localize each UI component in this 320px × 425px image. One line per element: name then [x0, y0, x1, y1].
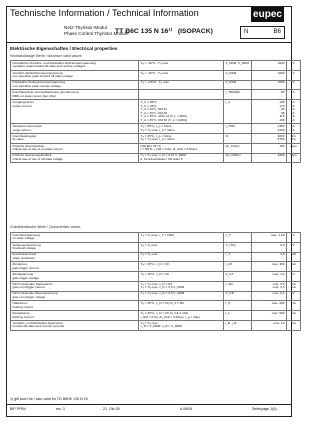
param-name-line: Durchlassspannung [12, 232, 40, 237]
param-cond-line: T_A = 45°C, KM 20 [140, 110, 168, 115]
param-unit-line: mA [291, 311, 296, 316]
param-unit-cell [287, 291, 301, 301]
param-sym-line: I_TSM [225, 124, 235, 129]
param-name-line: Kritische Stromsteilheit [12, 143, 44, 148]
param-cond-cell [139, 61, 224, 71]
param-cond-cell [139, 70, 224, 80]
param-unit-cell [287, 301, 301, 311]
header-subtitle-de: Netz-Thyristor-Modul [64, 25, 107, 30]
param-cond-line: Tᵥⱼ = Tᵥⱼ max, t_p = 10ms [140, 127, 175, 132]
param-name-line: on-state voltage [12, 236, 35, 241]
param-cond-line: Tᵥⱼ = Tᵥⱼ max, v_D = 0,67 V_DRM [140, 153, 186, 158]
param-name-line: Nicht zündende Steuerspannung [12, 291, 58, 296]
param-cond-cell [139, 80, 224, 90]
param-row [11, 272, 301, 282]
param-row [11, 321, 301, 331]
param-cond-cell [139, 242, 224, 252]
param-cond-cell [139, 262, 224, 272]
param-unit-cell [287, 242, 301, 252]
param-cond-cell [139, 272, 224, 282]
header-subtitle-en: Phase Control Thyristor Module [64, 31, 129, 36]
param-row [11, 252, 301, 262]
param-name-line: latching current [12, 314, 34, 319]
param-cond-cell [139, 301, 224, 311]
param-sym-line: I_GD [225, 281, 233, 286]
param-val-cell [252, 124, 287, 134]
param-unit-line: V [292, 80, 295, 85]
param-unit-line: A [292, 117, 295, 122]
param-sym-cell [224, 321, 252, 331]
param-val-cell [252, 291, 287, 301]
footer-divider [6, 404, 292, 405]
param-name-line: gate non-trigger current [12, 285, 45, 290]
param-name-line: Vorwärts- und Rückwärts-Sperrstrom [12, 320, 64, 325]
param-sym-line: V_DSM [225, 70, 237, 75]
param-val-cell [252, 262, 287, 272]
param-val-line: max. 150 [271, 262, 285, 267]
param-unit-line: mA [291, 301, 296, 306]
param-val-line: 1350 [277, 124, 285, 129]
param-unit-line: V [292, 291, 295, 296]
param-unit-line: mΩ [291, 252, 296, 257]
param-val-cell [252, 153, 287, 163]
param-unit-line: V [292, 232, 295, 237]
param-unit-line: A/µs [290, 143, 297, 148]
part-number [115, 27, 213, 35]
param-val-line: max. 0,2 [272, 291, 285, 296]
param-cond-line: T_C = 85°C [140, 99, 157, 104]
param-cond-cell [139, 100, 224, 124]
param-sym-cell [224, 80, 252, 90]
param-cond-line: Tᵥⱼ = Tᵥⱼ max [140, 320, 158, 325]
footer-doc: BIP PPB4 [10, 407, 26, 411]
footer-code: A 06/05 [180, 407, 193, 411]
param-val-line: max. 200 [271, 301, 285, 306]
type-code-box [240, 26, 285, 39]
param-sym-cell [224, 61, 252, 71]
param-row [11, 143, 301, 153]
param-name-line: forward off-state and reverse currents [12, 324, 65, 329]
param-unit-line: A²s [291, 133, 296, 138]
param-name-line: slope resistance [12, 255, 35, 260]
param-name-line: critical rate of rise of off-state voltage [12, 157, 63, 162]
param-unit-cell [287, 143, 301, 153]
param-name-cell [11, 252, 139, 262]
param-row [11, 134, 301, 144]
param-val-cell [252, 233, 287, 243]
param-val-line: 5760 [277, 137, 285, 142]
param-sym-cell [224, 291, 252, 301]
param-unit-cell [287, 281, 301, 291]
param-sym-line: I_d [225, 99, 230, 104]
param-sym-line: I_L [225, 311, 230, 316]
param-row [11, 242, 301, 252]
param-name-line: Rückwärts-Stoßspitzensperrspannung [12, 80, 65, 85]
param-sym-line: (dv_D/dt)cr [225, 153, 241, 158]
param-row [11, 233, 301, 243]
param-val-line: max. 1,60 [270, 232, 285, 237]
code-left: N [244, 29, 249, 35]
param-val-cell [252, 100, 287, 124]
param-name-cell [11, 143, 139, 153]
header-title: Technische Information / Technical Information [10, 8, 199, 18]
param-unit-line: mA [291, 262, 296, 267]
param-row [11, 291, 301, 301]
param-cond-line: Tᵥⱼ = 25°C, v_D = 6V, R_A = 5Ω [140, 301, 184, 306]
param-row [11, 281, 301, 291]
param-sym-line: V_DRM, V_RRM [225, 60, 249, 65]
param-row [11, 100, 301, 124]
section-title: Elektrische Eigenschaften / Electrical properties [10, 46, 118, 51]
param-name-line: Nicht zündender Steuerstrom [12, 281, 53, 286]
param-cond-line: T_A = 35°C, 4KM 14 (V_L = 60l/s) [140, 114, 188, 119]
param-unit-cell [287, 134, 301, 144]
param-unit-line: V/µs [290, 153, 297, 158]
param-unit-cell [287, 80, 301, 90]
param-row [11, 70, 301, 80]
part-name: TT B6C 135 N 16¹⁾ [115, 28, 173, 35]
param-val-line: max. 500 [271, 311, 285, 316]
param-sym-line: I²t [225, 133, 229, 138]
param-name-line: I²t-value [12, 137, 24, 142]
param-unit-line: V [292, 242, 295, 247]
param-sym-cell [224, 262, 252, 272]
param-val-cell [252, 321, 287, 331]
param-unit-line: A [292, 99, 295, 104]
param-val-cell [252, 80, 287, 90]
code-right: B6 [273, 29, 281, 35]
param-sym-cell [224, 242, 252, 252]
param-cond-line: i_GM = 0,6A, di_G/dt = 0,6A/µs, t_g = 10µs [140, 314, 200, 319]
param-unit-line: mA [291, 285, 296, 290]
param-unit-cell [287, 124, 301, 134]
param-cond-line: Tᵥⱼ = 25°C, t_p = 10ms [140, 133, 172, 138]
param-val-cell [252, 311, 287, 321]
param-unit-cell [287, 311, 301, 321]
param-name-line: Haltestrom [12, 301, 28, 306]
param-name-cell [11, 272, 139, 282]
param-cond-cell [139, 321, 224, 331]
param-name-line: RMS on-state current (per chip) [12, 93, 56, 98]
param-cond-line: Tᵥⱼ = -40°C...Tᵥⱼ max [140, 60, 169, 65]
section-subtitle-max: Höchstzulässige Werte / Maximum rated values [10, 54, 82, 58]
param-unit-line: A [292, 90, 295, 95]
param-cond-line: v_D = V_DRM, v_R = V_RRM [140, 324, 182, 329]
param-val-line: 135 [279, 99, 285, 104]
param-cond-cell [139, 143, 224, 153]
param-cond-line: Tᵥⱼ = Tᵥⱼ max, i_T = 150A [140, 232, 175, 237]
param-sym-cell [224, 311, 252, 321]
param-cond-line: Tᵥⱼ = 25°C, v_D = 6V [140, 262, 169, 267]
param-sym-line: V_GD [225, 291, 234, 296]
param-sym-cell [224, 124, 252, 134]
param-unit-line: A [292, 110, 295, 115]
param-cond-cell [139, 124, 224, 134]
param-val-cell [252, 70, 287, 80]
param-sym-line: I_TRMSM [225, 90, 240, 95]
param-name-cell [11, 124, 139, 134]
param-sym-line: i_D, i_R [225, 320, 237, 325]
param-val-cell [252, 143, 287, 153]
param-unit-cell [287, 153, 301, 163]
param-cond-line: Tᵥⱼ = 25°C, t_p = 10ms [140, 124, 172, 129]
param-cond-line: f = 50Hz, i_GM = 0,6A, di_G/dt = 0,6A/µs [140, 147, 197, 152]
param-val-line: 1200 [277, 127, 285, 132]
param-sym-cell [224, 252, 252, 262]
param-unit-line: A [292, 114, 295, 119]
param-sym-cell [224, 153, 252, 163]
param-name-line: Durchlassstrom-Grenzeffektivwert (pro Element) [12, 90, 79, 95]
param-name-cell [11, 61, 139, 71]
param-val-line: max. 5,0 [272, 281, 285, 286]
param-name-cell [11, 100, 139, 124]
param-name-line: gate trigger current [12, 265, 39, 270]
param-row [11, 90, 301, 100]
param-name-line: holding current [12, 304, 33, 309]
param-cond-line: T_A = 35°C, KM 30 (V_L = 100l/s) [140, 117, 188, 122]
param-name-cell [11, 281, 139, 291]
param-val-line: 1600 [277, 70, 285, 75]
param-unit-line: A [292, 124, 295, 129]
characteristic-values-table [10, 232, 301, 331]
param-name-line: output current [12, 103, 32, 108]
param-name-line: Kritische Spannungssteilheit [12, 153, 52, 158]
param-unit-cell [287, 262, 301, 272]
param-row [11, 80, 301, 90]
param-name-cell [11, 301, 139, 311]
param-cond-cell [139, 233, 224, 243]
param-name-line: Stoßstrom-Grenzwert [12, 124, 43, 129]
param-cond-line: Tᵥⱼ = 25°C, v_D = 6V, R_GK ≥ 10Ω [140, 311, 188, 316]
param-cond-line: Tᵥⱼ = 25°C, v_D = 6V [140, 271, 169, 276]
param-val-line: 4,3 [280, 252, 285, 257]
param-val-line: 40 [281, 107, 285, 112]
param-name-cell [11, 233, 139, 243]
param-name-line: Ersatzwiderstand [12, 252, 37, 257]
param-cond-cell [139, 291, 224, 301]
param-val-line: 0,9 [280, 242, 285, 247]
param-sym-line: r_T [225, 252, 231, 257]
eupec-logo: eupec [251, 7, 284, 22]
param-sym-line: V_GT [225, 271, 234, 276]
param-unit-cell [287, 233, 301, 243]
param-val-line: 1600 [277, 60, 285, 65]
param-name-line: Einraststrom [12, 311, 30, 316]
param-sym-cell [224, 143, 252, 153]
param-val-line: max. 1,4 [272, 271, 285, 276]
param-row [11, 301, 301, 311]
param-cond-line: Tᵥⱼ = Tᵥⱼ max, t_p = 10ms [140, 137, 175, 142]
param-sym-cell [224, 281, 252, 291]
param-cond-line: Tᵥⱼ = Tᵥⱼ max [140, 252, 158, 257]
param-cond-line: DIN IEC 747-6 [140, 143, 161, 148]
param-val-cell [252, 281, 287, 291]
param-name-line: Grenzlastintegral [12, 133, 36, 138]
param-unit-line: mA [291, 320, 296, 325]
param-cond-cell [139, 252, 224, 262]
param-name-line: critical rate of rise of on-state current [12, 147, 63, 152]
param-cond-cell [139, 90, 224, 100]
param-cond-line: Tᵥⱼ = Tᵥⱼ max [140, 242, 158, 247]
param-name-cell [11, 291, 139, 301]
param-name-line: Periodische Vorwärts- und Rückwärts-Spitzensperrspannung [12, 60, 96, 65]
param-sym-cell [224, 134, 252, 144]
param-name-cell [11, 70, 139, 80]
param-row [11, 311, 301, 321]
param-row [11, 124, 301, 134]
param-sym-line: I_GT [225, 262, 233, 267]
param-sym-line: V_(TO) [225, 242, 236, 247]
param-val-cell [252, 272, 287, 282]
param-unit-line: A [292, 103, 295, 108]
param-val-line: 116 [279, 114, 285, 119]
param-name-line: non-repetitive peak forward off-state voltage [12, 74, 73, 79]
param-val-line: 9000 [277, 133, 285, 138]
param-unit-line: V [292, 271, 295, 276]
param-cond-line: Tᵥⱼ = +25°C...Tᵥⱼ max [140, 80, 169, 85]
param-val-cell [252, 301, 287, 311]
param-name-line: non-repetitive peak reverse voltage [12, 83, 61, 88]
param-cond-line: 6. Kennbuchstabe / 6th letter F [140, 157, 183, 162]
param-sym-line: v_T [225, 232, 231, 237]
footnote: 1) gilt auch für / also valid for TD B6HK 135 N 16 [10, 397, 88, 401]
param-name-line: Ausgangsstrom [12, 99, 34, 104]
param-sym-cell [224, 233, 252, 243]
param-unit-cell [287, 70, 301, 80]
param-name-line: gate non-trigger voltage [12, 295, 46, 300]
param-val-cell [252, 134, 287, 144]
param-sym-cell [224, 272, 252, 282]
param-name-cell [11, 153, 139, 163]
param-name-cell [11, 80, 139, 90]
header-divider [6, 42, 292, 43]
param-val-cell [252, 242, 287, 252]
param-sym-cell [224, 70, 252, 80]
param-unit-cell [287, 252, 301, 262]
param-sym-cell [224, 100, 252, 124]
param-val-cell [252, 90, 287, 100]
param-val-line: 150 [279, 143, 285, 148]
param-cond-cell [139, 281, 224, 291]
param-name-cell [11, 262, 139, 272]
param-cond-line: Tᵥⱼ = Tᵥⱼ max, v_D = 0,5 V_DRM [140, 285, 185, 290]
param-cond-cell [139, 311, 224, 321]
param-name-line: Zündspannung [12, 271, 34, 276]
param-sym-line: I_H [225, 301, 231, 306]
param-unit-line: A²s [291, 137, 296, 142]
param-name-line: gate trigger voltage [12, 275, 39, 280]
param-name-line: threshold voltage [12, 246, 37, 251]
footer-rev: rev. 3 [56, 407, 65, 411]
param-sym-cell [224, 90, 252, 100]
param-unit-line: mA [291, 281, 296, 286]
param-val-cell [252, 252, 287, 262]
param-unit-cell [287, 100, 301, 124]
param-val-line: 136 [279, 117, 285, 122]
param-row [11, 262, 301, 272]
param-name-line: Zündstrom [12, 262, 28, 267]
param-cond-line: T_A = 45°C, KM 11 [140, 107, 167, 112]
param-sym-cell [224, 301, 252, 311]
param-cond-line: Tᵥⱼ = -40°C...Tᵥⱼ max [140, 70, 169, 75]
param-name-line: Schleusenspannung [12, 242, 41, 247]
param-unit-cell [287, 272, 301, 282]
section-subtitle-char: Charakteristische Werte / Characteristic values [10, 225, 81, 229]
package-name: (ISOPACK) [177, 28, 213, 35]
param-sym-line: V_RSM [225, 80, 237, 85]
param-row [11, 153, 301, 163]
param-name-line: Vorwärts-Stoßspitzensperrspannung [12, 70, 63, 75]
param-cond-cell [139, 134, 224, 144]
param-unit-cell [287, 321, 301, 331]
param-name-cell [11, 90, 139, 100]
footer-date: 21. Okt 05 [103, 407, 120, 411]
param-name-cell [11, 134, 139, 144]
param-name-cell [11, 242, 139, 252]
param-cond-line: T_C = 45°C [140, 103, 157, 108]
param-val-line: 170 [279, 103, 285, 108]
param-val-line: max. 10 [273, 320, 285, 325]
max-ratings-table [10, 60, 301, 163]
param-cond-cell [139, 153, 224, 163]
param-name-cell [11, 321, 139, 331]
param-cond-line: Tᵥⱼ = Tᵥⱼ max, v_D = 6V [140, 281, 173, 286]
param-val-line: 1600 [277, 80, 285, 85]
param-unit-line: A [292, 127, 295, 132]
param-cond-line: Tᵥⱼ = Tᵥⱼ max, v_D = 0,5 V_DRM [140, 291, 185, 296]
param-unit-cell [287, 61, 301, 71]
param-row [11, 61, 301, 71]
param-unit-cell [287, 90, 301, 100]
param-val-line: 1000 [277, 153, 285, 158]
param-val-line: 68 [281, 110, 285, 115]
param-val-cell [252, 61, 287, 71]
param-unit-line: A [292, 107, 295, 112]
param-unit-line: V [292, 60, 295, 65]
param-sym-line: (di_T/dt)cr [225, 143, 240, 148]
param-val-line: 80 [281, 90, 285, 95]
footer-page: Seite/page 1(6) [252, 407, 277, 411]
param-name-line: surge current [12, 127, 31, 132]
param-val-line: max. 2,5 [272, 285, 285, 290]
param-name-cell [11, 311, 139, 321]
param-unit-line: V [292, 70, 295, 75]
param-name-line: repetitive peak forward off-state and reverse voltages [12, 64, 86, 69]
